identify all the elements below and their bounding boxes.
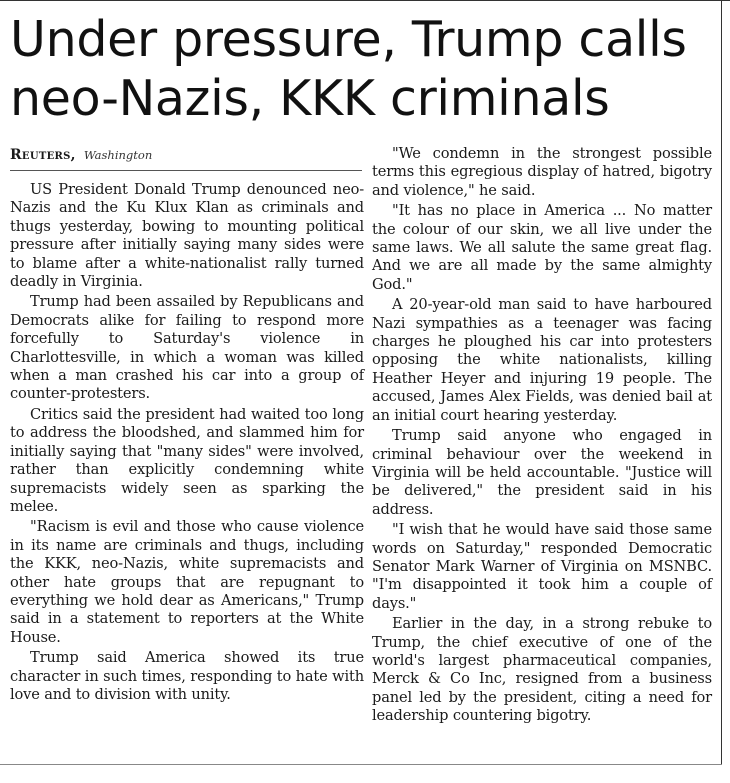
- byline: [10, 147, 365, 163]
- paragraph: "I wish that he would have said those same words on Saturday," responded Democratic Senator Mark Warner of Virginia on MSNBC. "I'm disappointed it took him a couple of days.": [372, 521, 712, 612]
- byline-location: Washington: [83, 148, 153, 162]
- paragraph: "Racism is evil and those who cause violence in its name are criminals and thugs, including the KKK, neo-Nazis, white supremacists and other hate groups that are repugnant to everything we hold dear as Americans," Trump said in a statement to reporters at the White House.: [10, 518, 364, 646]
- article-column-1: [10, 181, 364, 706]
- paragraph: US President Donald Trump denounced neo-Nazis and the Ku Klux Klan as criminals and thugs yesterday, bowing to mounting political pressure after initially saying many sides were to blame after a white-nationalist rally turned deadly in Virginia.: [10, 181, 364, 291]
- paragraph: Critics said the president had waited too long to address the bloodshed, and slammed him for initially saying that "many sides" were involved, rather than explicitly condemning white supremacists widely seen as sparking the melee.: [10, 405, 364, 515]
- paragraph: Trump had been assailed by Republicans and Democrats alike for failing to respond more forcefully to Saturday's violence in Charlottesville, in which a woman was killed when a man crashed his car into a group of counter-protesters.: [10, 293, 364, 403]
- byline-rule: [10, 170, 362, 171]
- paragraph: Earlier in the day, in a strong rebuke to Trump, the chief executive of one of the world's largest pharmaceutical companies, Merck & Co Inc, resigned from a business panel led by the president, citing a need for leadership countering bigotry.: [372, 615, 712, 725]
- byline-source: Reuters,: [10, 147, 76, 163]
- right-column-rule: [721, 0, 722, 765]
- top-rule: [0, 0, 730, 1]
- paragraph: "We condemn in the strongest possible terms this egregious display of hatred, bigotry and violence," he said.: [372, 145, 712, 199]
- article-column-2: [372, 145, 712, 728]
- paragraph: A 20-year-old man said to have harboured Nazi sympathies as a teenager was facing charges he ploughed his car into protesters opposing the white nationalists, killing Heather Heyer and injuring 19 people. The accused, James Alex Fields, was denied bail at an initial court hearing yesterday.: [372, 296, 712, 424]
- paragraph: "It has no place in America ... No matter the colour of our skin, we all live under the same laws. We all salute the same great flag. And we are all made by the same almighty God.": [372, 202, 712, 293]
- headline: Under pressure, Trump calls neo-Nazis, KKK criminals: [10, 11, 687, 127]
- paragraph: Trump said America showed its true character in such times, responding to hate with love and to division with unity.: [10, 649, 364, 703]
- bottom-rule: [0, 764, 722, 765]
- paragraph: Trump said anyone who engaged in criminal behaviour over the weekend in Virginia will be held accountable. "Justice will be delivered," the president said in his address.: [372, 427, 712, 518]
